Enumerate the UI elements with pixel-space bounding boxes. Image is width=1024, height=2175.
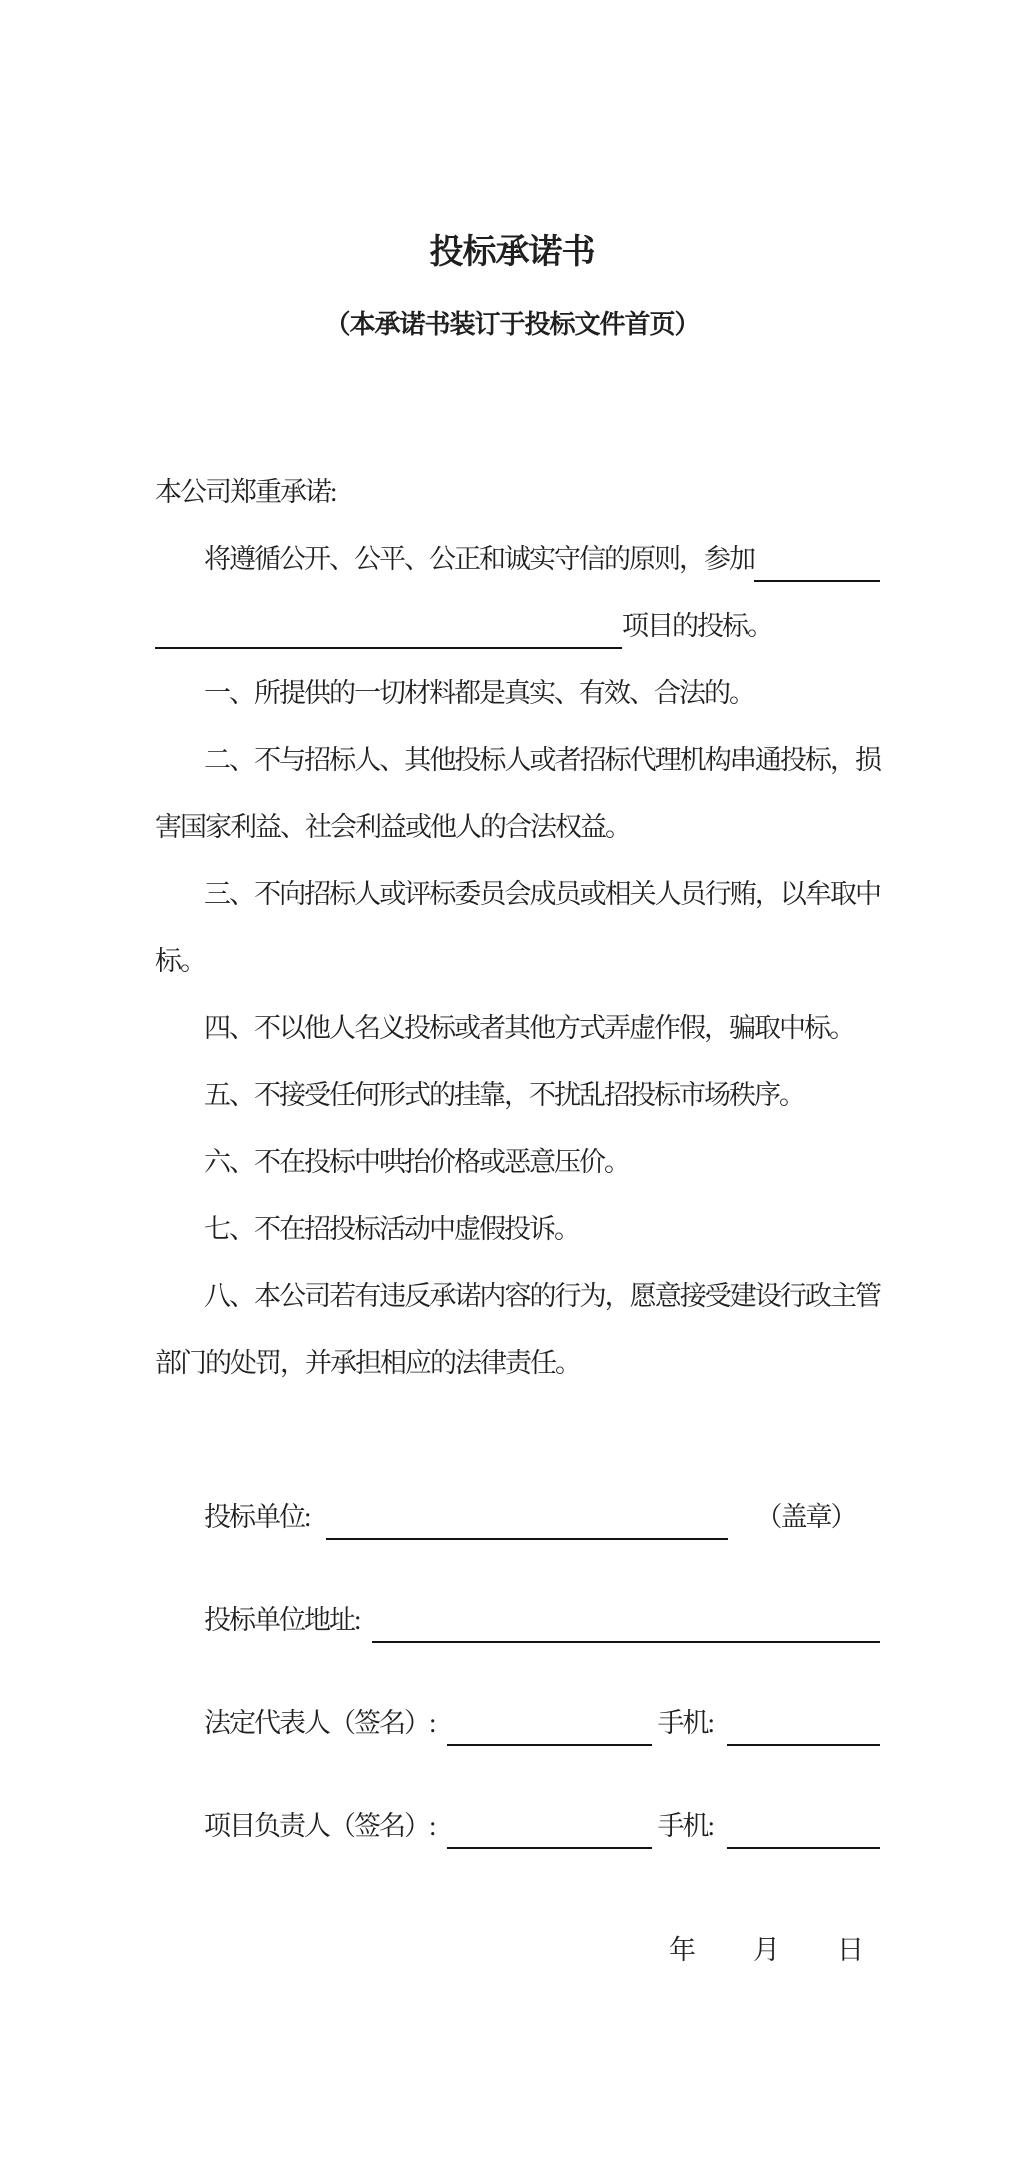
address-label: 投标单位地址: [204, 1605, 360, 1635]
commitment-item-4: 四、不以他人名义投标或者其他方式弄虚作假，骗取中标。 [204, 1013, 854, 1043]
date-row [155, 1917, 880, 1984]
document-subtitle: （本承诺书装订于投标文件首页） [324, 310, 700, 339]
commitment-item-8: 八、本公司若有违反承诺内容的行为，愿意接受建设行政主管部门的处罚，并承担相应的法律责任。 [155, 1281, 880, 1378]
document-body [155, 459, 880, 1397]
legal-rep-row [155, 1690, 880, 1757]
address-blank [372, 1587, 880, 1643]
commitment-item-6: 六、不在投标中哄抬价格或恶意压价。 [204, 1147, 629, 1177]
bidder-row [155, 1484, 880, 1551]
project-manager-row [155, 1793, 880, 1860]
pledge-outro-text: 项目的投标。 [622, 611, 772, 641]
project-manager-mobile-label: 手机: [657, 1811, 714, 1841]
project-manager-label: 项目负责人（签名）: [204, 1811, 435, 1841]
pledge-line-1 [155, 526, 880, 593]
commitment-item-3: 三、不向招标人或评标委员会成员或相关人员行贿，以牟取中标。 [155, 879, 880, 976]
commitment-item-2: 二、不与招标人、其他投标人或者招标代理机构串通投标，损害国家利益、社会利益或他人的合法权益。 [155, 745, 880, 842]
commitment-item-7: 七、不在招投标活动中虚假投诉。 [204, 1214, 579, 1244]
pledge-intro-text: 将遵循公开、公平、公正和诚实守信的原则，参加 [204, 544, 754, 574]
legal-rep-signature-blank [447, 1690, 652, 1746]
opening-line: 本公司郑重承诺: [155, 477, 336, 507]
day-label: 日 [837, 1935, 864, 1965]
commitment-item-1: 一、所提供的一切材料都是真实、有效、合法的。 [204, 678, 754, 708]
bidder-label: 投标单位: [204, 1502, 310, 1532]
legal-rep-label: 法定代表人（签名）: [204, 1708, 435, 1738]
project-name-blank-2 [155, 593, 622, 649]
address-row [155, 1587, 880, 1654]
project-manager-signature-blank [447, 1793, 652, 1849]
commitment-item-5: 五、不接受任何形式的挂靠，不扰乱招投标市场秩序。 [204, 1080, 804, 1110]
legal-rep-mobile-label: 手机: [657, 1708, 714, 1738]
legal-rep-mobile-blank [727, 1690, 880, 1746]
year-label: 年 [669, 1935, 696, 1965]
bidder-name-blank [326, 1484, 728, 1540]
signature-section [155, 1484, 880, 1984]
pledge-line-2 [155, 593, 880, 660]
seal-label: （盖章） [755, 1502, 856, 1532]
project-name-blank-1 [754, 526, 880, 582]
month-label: 月 [753, 1935, 780, 1965]
project-manager-mobile-blank [727, 1793, 880, 1849]
document-title: 投标承诺书 [429, 234, 595, 271]
